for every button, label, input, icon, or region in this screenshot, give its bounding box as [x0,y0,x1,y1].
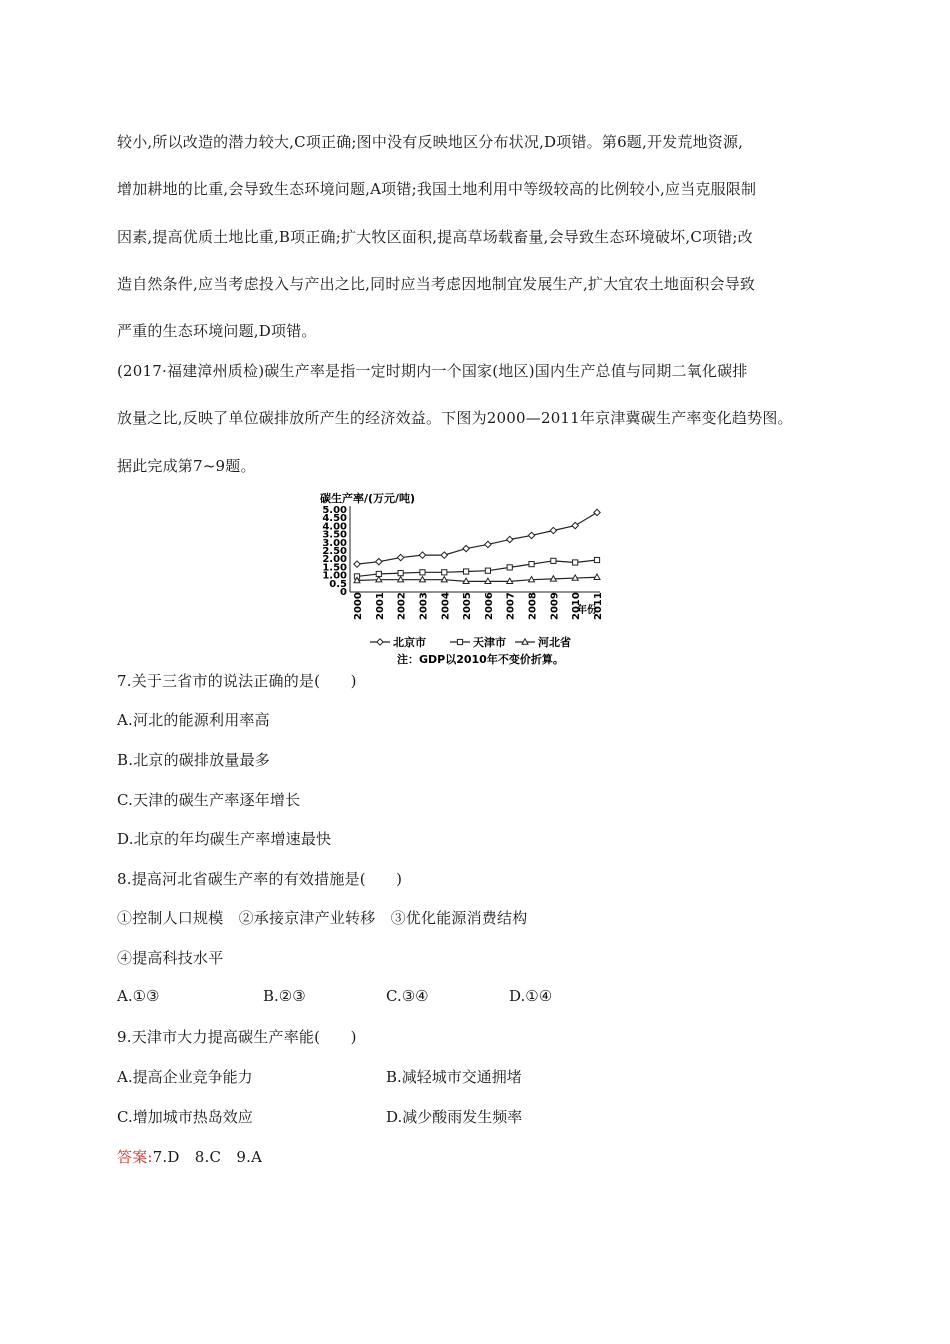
data-point-square [507,565,512,570]
question-7-option-a[interactable]: A.河北的能源利用率高 [117,711,270,729]
data-point-square [442,570,447,575]
data-point-square [573,560,578,565]
y-tick-label: 1.50 [322,562,347,574]
x-tick-label: 2002 [396,592,408,620]
x-tick-label: 2006 [483,592,495,620]
question-8-title: 8.提高河北省碳生产率的有效措施是( ) [117,870,403,888]
data-point-diamond [507,536,513,542]
question-8-option-b[interactable]: B.②③ [263,987,306,1005]
chart-legend [370,635,571,649]
question-9-option-b[interactable]: B.减轻城市交通拥堵 [386,1068,522,1086]
series-square [354,557,599,579]
data-point-diamond [354,561,360,567]
legend-label: 北京市 [393,636,426,649]
chart-title: 碳生产率/(万元/吨) [320,492,416,505]
data-point-square [594,557,599,562]
carbon-productivity-chart [315,490,615,670]
x-tick-label: 2007 [505,592,517,620]
paragraph-line-2: 增加耕地的比重,会导致生态环境问题,A项错;我国土地利用中等级较高的比例较小,应当克服限制 [117,180,757,198]
question-7-option-d[interactable]: D.北京的年均碳生产率增速最快 [117,830,332,848]
y-tick-label: 2.00 [322,554,347,566]
legend-label: 河北省 [538,636,571,649]
data-point-square [398,571,403,576]
x-tick-label: 2009 [549,592,561,620]
answer-label: 答案: [117,1148,153,1166]
intro-line-2: 放量之比,反映了单位碳排放所产生的经济效益。下图为2000—2011年京津冀碳生产率变化趋势图。 [117,409,793,427]
y-tick-label: 2.50 [322,546,347,557]
data-point-diamond [376,558,382,564]
y-tick-label: 4.50 [322,513,347,525]
data-point-square [457,639,462,644]
question-7-title: 7.关于三省市的说法正确的是( ) [117,672,357,690]
data-point-diamond [528,532,534,538]
question-9-title: 9.天津市大力提高碳生产率能( ) [117,1028,357,1046]
question-8-statements-2: ④提高科技水平 [117,949,224,967]
y-axis-ticks [322,505,347,598]
intro-line-1: (2017·福建漳州质检)碳生产率是指一定时期内一个国家(地区)国内生产总值与同期二氧化碳排 [117,362,748,380]
y-tick-label: 4.00 [322,521,347,533]
data-point-diamond [572,522,578,528]
question-8-statements-1: ①控制人口规模 ②承接京津产业转移 ③优化能源消费结构 [117,909,528,927]
y-tick-label: 0 [340,587,347,598]
x-tick-label: 2001 [374,592,386,620]
y-tick-label: 1.00 [322,570,347,582]
data-point-square [420,570,425,575]
x-tick-label: 2011 [593,592,604,620]
series-line [357,512,597,564]
question-8-option-c[interactable]: C.③④ [386,987,429,1005]
data-point-square [551,558,556,563]
legend-label: 天津市 [473,636,506,649]
data-point-diamond [550,527,556,533]
data-point-diamond [485,541,491,547]
series-diamond [354,509,600,567]
paragraph-line-5: 严重的生态环境问题,D项错。 [117,322,317,340]
question-8-option-d[interactable]: D.①④ [509,987,553,1005]
answer-line [117,1146,262,1167]
y-tick-label: 3.50 [322,529,347,541]
paragraph-line-1: 较小,所以改造的潜力较大,C项正确;图中没有反映地区分布状况,D项错。第6题,开发荒地资源, [117,133,744,151]
series-line [357,577,597,581]
y-tick-label: 0.5 [329,578,347,590]
data-point-diamond [377,639,383,645]
question-9-option-a[interactable]: A.提高企业竞争能力 [117,1068,253,1086]
data-point-diamond [594,509,600,515]
x-tick-label: 2004 [440,592,452,620]
chart-note: 注：GDP以2010年不变价折算。 [397,653,564,666]
x-axis-ticks [353,592,604,620]
data-point-diamond [441,552,447,558]
paragraph-line-4: 造自然条件,应当考虑投入与产出之比,同时应当考虑因地制宜发展生产,扩大宜农土地面积会导致 [117,275,756,293]
chart-svg [315,490,615,670]
question-7-option-b[interactable]: B.北京的碳排放量最多 [117,751,270,769]
series-triangle [354,574,600,584]
data-point-square [529,562,534,567]
x-tick-label: 2008 [527,592,539,620]
data-point-diamond [397,554,403,560]
question-9-option-c[interactable]: C.增加城市热岛效应 [117,1108,253,1126]
data-point-diamond [463,545,469,551]
answer-text: 7.D 8.C 9.A [152,1148,263,1166]
series-line [357,560,597,576]
x-tick-label: 2010 [571,592,583,620]
data-point-square [463,569,468,574]
question-8-option-a[interactable]: A.①③ [117,987,160,1005]
x-tick-label: 2000 [353,592,364,620]
data-point-diamond [419,552,425,558]
x-tick-label: 2005 [462,592,474,620]
paragraph-line-3: 因素,提高优质土地比重,B项正确;扩大牧区面积,提高草场载畜量,会导致生态环境破坏,C项错;改 [117,228,753,246]
series-layer [354,509,600,583]
question-9-option-d[interactable]: D.减少酸雨发生频率 [386,1108,523,1126]
intro-line-3: 据此完成第7~9题。 [117,457,256,475]
y-tick-label: 5.00 [322,505,347,516]
data-point-square [485,568,490,573]
x-tick-label: 2003 [418,592,430,620]
question-7-option-c[interactable]: C.天津的碳生产率逐年增长 [117,791,301,809]
x-axis-label: 年份 [577,605,597,616]
y-tick-label: 3.00 [322,537,347,549]
